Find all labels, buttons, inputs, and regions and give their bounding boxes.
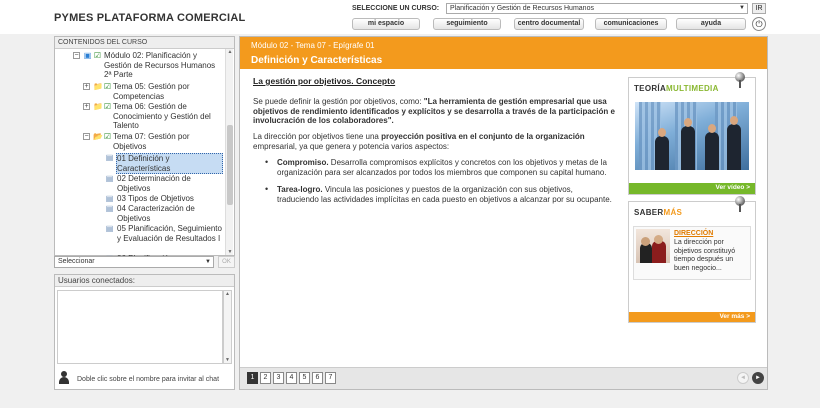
page-button-1[interactable]: 1 [247, 372, 258, 384]
scroll-down-icon[interactable]: ▼ [225, 357, 230, 363]
top-bar [0, 0, 820, 34]
folder-icon: 📁 [93, 102, 103, 111]
couple-image [636, 229, 670, 263]
page-button-4[interactable]: 4 [286, 372, 297, 384]
power-icon[interactable]: ⏻ [752, 17, 766, 31]
saber-mas-card-title: SABERMÁS [634, 208, 683, 217]
page-button-6[interactable]: 6 [312, 372, 323, 384]
page-icon: ▤ [105, 153, 114, 162]
section-select[interactable] [54, 256, 214, 268]
lesson-body [253, 77, 615, 213]
course-contents-panel [54, 36, 235, 256]
course-contents-header: CONTENIDOS DEL CURSO [55, 37, 234, 49]
watch-video-link[interactable]: Ver vídeo > [629, 183, 755, 194]
collapse-icon[interactable]: − [74, 52, 79, 59]
saber-mas-card[interactable] [628, 201, 756, 323]
tree-item-label: Tema 06: Gestión de Conocimiento y Gestión del Talento [113, 102, 211, 130]
tree-item-label: Módulo 02: Planificación y Gestión de Recursos Humanos 2ª Parte [104, 51, 216, 79]
page-icon: ▤ [105, 174, 114, 183]
chevron-down-icon: ▼ [739, 5, 745, 11]
scroll-down-icon[interactable]: ▼ [227, 249, 233, 255]
connected-users-panel [54, 274, 235, 390]
list-item: • Tarea-logro. Vincula las posiciones y puestos de la organización con sus objetivos, traduciendo las actividades implícitas en cada puesto en objetivos a alcanzar por su ocupante. [265, 185, 615, 205]
connected-users-list[interactable] [57, 290, 223, 364]
tree-select-row [54, 256, 235, 269]
folder-icon: 📁 [93, 82, 103, 91]
page-button-7[interactable]: 7 [325, 372, 336, 384]
connected-users-header: Usuarios conectados: [55, 275, 234, 287]
tree-item-label: 02 Determinación de Objetivos [117, 174, 191, 193]
page-icon: ▤ [105, 204, 114, 213]
tree-item-label: Tema 05: Gestión por Competencias [113, 82, 190, 101]
checkbox-checked-icon: ☑ [103, 82, 112, 91]
lesson-content [239, 36, 768, 390]
nav-seguimiento[interactable]: seguimiento [433, 18, 501, 30]
tree-item-label: Tema 07: Gestión por Objetivos [113, 132, 190, 151]
chat-hint: Doble clic sobre el nombre para invitar al chat [77, 376, 220, 383]
tree-item-label: 03 Tipos de Objetivos [117, 194, 194, 203]
tree-scrollbar[interactable] [225, 49, 233, 255]
scrollbar-thumb[interactable] [227, 125, 233, 205]
multimedia-card[interactable] [628, 77, 756, 195]
expand-icon[interactable]: + [84, 83, 89, 90]
scroll-up-icon[interactable]: ▲ [225, 291, 230, 297]
course-select-label: SELECCIONE UN CURSO: [352, 5, 440, 12]
chevron-down-icon: ▼ [205, 259, 211, 265]
scroll-up-icon[interactable]: ▲ [227, 49, 233, 55]
page-title: Definición y Características [251, 55, 383, 66]
app-title: PYMES PLATAFORMA COMERCIAL [54, 12, 246, 24]
breadcrumb: Módulo 02 - Tema 07 - Epígrafe 01 [251, 41, 375, 50]
users-scrollbar[interactable] [223, 290, 232, 364]
tree-item-label: 04 Caracterización de Objetivos [117, 204, 195, 223]
see-more-link[interactable]: Ver más > [629, 312, 755, 322]
tree-item-label: 05 Planificación, Seguimiento y Evaluación de Resultados I [117, 224, 222, 243]
pager [240, 367, 767, 389]
checkbox-checked-icon: ☑ [103, 102, 112, 111]
folder-icon: 📂 [93, 132, 103, 141]
nav-ayuda[interactable]: ayuda [676, 18, 746, 30]
course-tree [55, 49, 234, 255]
user-icon [58, 371, 70, 385]
list-item: • Compromiso. Desarrolla compromisos explícitos y concretos con los objetivos y metas de la organización para ser alcanzados por todos los miembros que componen su capital humano. [265, 158, 615, 178]
checkbox-checked-icon: ☑ [103, 132, 112, 141]
business-people-image[interactable] [635, 102, 749, 170]
nav-mi-espacio[interactable]: mi espacio [352, 18, 420, 30]
page-button-2[interactable]: 2 [260, 372, 271, 384]
expand-icon[interactable]: + [84, 103, 89, 110]
page-icon: ▤ [105, 224, 114, 233]
pin-icon [735, 72, 745, 88]
previous-icon[interactable]: ◄ [737, 372, 749, 384]
aspects-list [253, 158, 615, 205]
page-button-5[interactable]: 5 [299, 372, 310, 384]
nav-centro-documental[interactable]: centro documental [514, 18, 584, 30]
course-select[interactable] [446, 3, 748, 14]
section-select-value: Seleccionar [58, 258, 95, 265]
lesson-header [240, 37, 767, 69]
paragraph-projection: La dirección por objetivos tiene una proyección positiva en el conjunto de la organización empresarial, ya que genera y potencia varios aspectos: [253, 132, 585, 151]
module-icon: ▣ [83, 51, 92, 60]
section-heading: La gestión por objetivos. Concepto [253, 76, 396, 86]
pin-icon [735, 196, 745, 212]
page-button-3[interactable]: 3 [273, 372, 284, 384]
nav-comunicaciones[interactable]: comunicaciones [595, 18, 667, 30]
saber-mas-teaser[interactable] [633, 226, 751, 280]
multimedia-card-title: TEORÍAMULTIMEDIA [634, 84, 719, 93]
saber-mas-text: La dirección por objetivos constituyó tiempo después un buen negocio... [674, 239, 736, 272]
checkbox-checked-icon: ☑ [93, 51, 102, 60]
course-select-value: Planificación y Gestión de Recursos Humanos [450, 5, 594, 12]
collapse-icon[interactable]: − [84, 133, 89, 140]
paragraph-definition: Se puede definir la gestión por objetivos, como: "La herramienta de gestión empresarial que usa objetivos de rendimiento identificados y explícitos y se desarrolla a través de la participación e involucración de los colaboradores". [253, 96, 615, 126]
next-icon[interactable]: ► [752, 372, 764, 384]
direccion-link[interactable]: DIRECCIÓN [674, 230, 714, 237]
page-icon: ▤ [105, 194, 114, 203]
go-button[interactable]: IR [752, 3, 766, 14]
tree-item-label: 01 Definición y Características [116, 153, 223, 174]
ok-button[interactable]: OK [218, 256, 235, 268]
